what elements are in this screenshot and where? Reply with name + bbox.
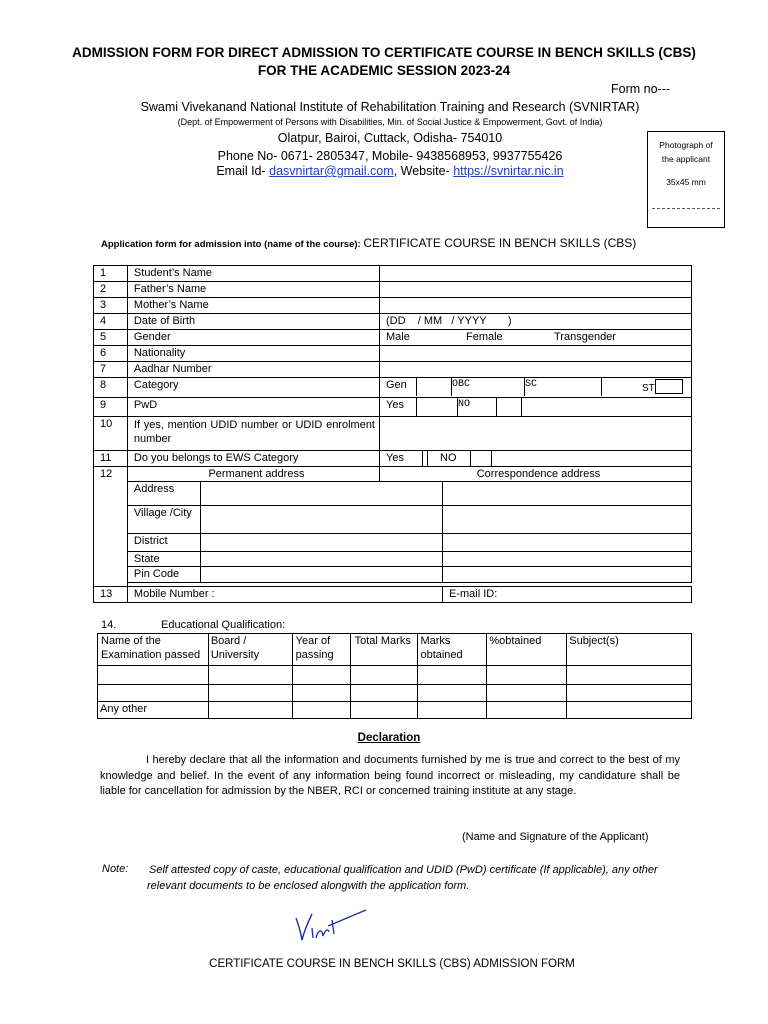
photo-label-line1: Photograph of bbox=[659, 140, 713, 150]
table-row bbox=[98, 702, 692, 719]
website-label: , Website- bbox=[393, 164, 454, 178]
gender-transgender-option[interactable]: Transgender bbox=[554, 331, 616, 343]
table-row bbox=[94, 330, 692, 346]
table-cell[interactable] bbox=[292, 702, 350, 719]
field-label: PwD bbox=[127, 398, 379, 417]
row-number: 11 bbox=[94, 451, 128, 467]
checkbox[interactable] bbox=[470, 451, 491, 466]
category-sc-option[interactable]: SC bbox=[524, 378, 601, 396]
table-row bbox=[94, 552, 692, 567]
table-cell[interactable] bbox=[208, 702, 292, 719]
photo-size: 35x45 mm bbox=[666, 177, 706, 187]
table-row bbox=[94, 451, 692, 467]
aadhar-input[interactable] bbox=[380, 362, 692, 378]
form-title-line2: FOR THE ACADEMIC SESSION 2023-24 bbox=[257, 63, 511, 78]
udid-input[interactable] bbox=[380, 417, 692, 451]
photo-cut-line bbox=[652, 208, 720, 209]
mother-name-input[interactable] bbox=[380, 298, 692, 314]
table-row bbox=[94, 567, 692, 583]
field-label: Pin Code bbox=[127, 567, 200, 583]
application-course-line bbox=[101, 234, 636, 252]
column-header: Board / University bbox=[208, 634, 292, 666]
table-row bbox=[94, 587, 692, 603]
field-label: Nationality bbox=[127, 346, 379, 362]
institute-phone: Phone No- 0671- 2805347, Mobile- 9438568953, 9937755426 bbox=[217, 149, 563, 163]
row-number: 12 bbox=[94, 467, 128, 587]
correspondence-state-input[interactable] bbox=[442, 552, 691, 567]
father-name-input[interactable] bbox=[380, 282, 692, 298]
note-text: Self attested copy of caste, educational qualification and UDID (PwD) certificate (If applicable), any other relevant documents to be enclosed alongwith the application form. bbox=[147, 864, 658, 892]
correspondence-address-input[interactable] bbox=[442, 482, 691, 506]
row-number: 2 bbox=[94, 282, 128, 298]
table-cell[interactable] bbox=[98, 685, 209, 702]
row-number: 3 bbox=[94, 298, 128, 314]
field-label: Address bbox=[127, 482, 200, 506]
gender-options[interactable] bbox=[380, 330, 692, 346]
table-cell[interactable] bbox=[98, 666, 209, 685]
column-header: %obtained bbox=[487, 634, 567, 666]
divider bbox=[521, 398, 523, 416]
institute-address: Olatpur, Bairoi, Cuttack, Odisha- 754010 bbox=[277, 131, 503, 145]
ews-no-option[interactable]: NO bbox=[440, 452, 457, 464]
signature-label: (Name and Signature of the Applicant) bbox=[462, 831, 649, 843]
checkbox[interactable] bbox=[655, 379, 683, 394]
column-header: Total Marks bbox=[350, 634, 418, 666]
table-cell[interactable] bbox=[567, 666, 692, 685]
institute-department: (Dept. of Empowerment of Persons with Disabilities, Min. of Social Justice & Empowerment, Govt. of India) bbox=[177, 117, 603, 127]
table-row bbox=[94, 282, 692, 298]
page-footer: CERTIFICATE COURSE IN BENCH SKILLS (CBS) ADMISSION FORM bbox=[209, 958, 575, 970]
table-row bbox=[94, 482, 692, 506]
table-row bbox=[94, 266, 692, 282]
table-cell[interactable] bbox=[418, 666, 487, 685]
table-cell[interactable] bbox=[418, 685, 487, 702]
row-number: 1 bbox=[94, 266, 128, 282]
form-number: Form no--- bbox=[611, 82, 671, 96]
field-label: Gender bbox=[127, 330, 379, 346]
table-row bbox=[94, 467, 692, 482]
field-label: Aadhar Number bbox=[127, 362, 379, 378]
institute-contact bbox=[100, 164, 680, 178]
column-header: Name of the Examination passed bbox=[98, 634, 209, 666]
table-cell[interactable] bbox=[292, 685, 350, 702]
correspondence-district-input[interactable] bbox=[442, 534, 691, 552]
edu-heading: Educational Qualification: bbox=[161, 619, 286, 631]
permanent-pin-input[interactable] bbox=[200, 567, 442, 583]
application-label: Application form for admission into (name of the course): bbox=[101, 239, 364, 250]
column-header: Year of passing bbox=[292, 634, 350, 666]
correspondence-address-header: Correspondence address bbox=[380, 467, 692, 482]
field-label: Mother’s Name bbox=[127, 298, 379, 314]
table-cell[interactable] bbox=[418, 702, 487, 719]
gender-female-option[interactable]: Female bbox=[466, 331, 503, 343]
category-obc-option[interactable]: OBC bbox=[451, 378, 524, 396]
table-cell[interactable] bbox=[292, 666, 350, 685]
table-cell[interactable] bbox=[567, 702, 692, 719]
edu-heading-number: 14. bbox=[101, 619, 117, 631]
institute-name: Swami Vivekanand National Institute of Rehabilitation Training and Research (SVNIRTAR) bbox=[140, 100, 640, 114]
note-label: Note: bbox=[102, 863, 129, 875]
signature-initial bbox=[292, 908, 370, 946]
permanent-state-input[interactable] bbox=[200, 552, 442, 567]
table-cell[interactable] bbox=[567, 685, 692, 702]
divider bbox=[491, 451, 493, 466]
correspondence-pin-input[interactable] bbox=[442, 567, 691, 583]
field-label: Village /City bbox=[127, 506, 200, 534]
table-cell[interactable] bbox=[208, 685, 292, 702]
column-header: Marks obtained bbox=[418, 634, 487, 666]
table-row bbox=[94, 378, 692, 398]
table-cell[interactable] bbox=[487, 685, 567, 702]
applicant-details-table bbox=[93, 265, 692, 603]
course-name: CERTIFICATE COURSE IN BENCH SKILLS (CBS) bbox=[363, 236, 637, 250]
permanent-address-header: Permanent address bbox=[127, 467, 379, 482]
table-row bbox=[94, 346, 692, 362]
checkbox[interactable] bbox=[601, 378, 642, 396]
form-title-line1: ADMISSION FORM FOR DIRECT ADMISSION TO CERTIFICATE COURSE IN BENCH SKILLS (CBS) bbox=[72, 45, 696, 60]
checkbox[interactable] bbox=[416, 398, 457, 416]
row-number: 4 bbox=[94, 314, 128, 330]
email-link[interactable]: dasvnirtar@gmail.com bbox=[269, 164, 394, 178]
category-st-option[interactable]: ST bbox=[642, 383, 655, 394]
table-cell[interactable] bbox=[487, 702, 567, 719]
table-row bbox=[98, 666, 692, 685]
table-cell[interactable] bbox=[208, 666, 292, 685]
education-table bbox=[97, 633, 692, 719]
category-options[interactable] bbox=[380, 378, 692, 398]
field-label: State bbox=[127, 552, 200, 567]
row-number: 10 bbox=[94, 417, 128, 451]
student-name-input[interactable] bbox=[380, 266, 692, 282]
photo-box[interactable] bbox=[647, 131, 725, 228]
table-row bbox=[94, 314, 692, 330]
table-row bbox=[98, 685, 692, 702]
date-of-birth-input[interactable]: (DD / MM / YYYY ) bbox=[380, 314, 692, 330]
mobile-number-field[interactable]: Mobile Number : bbox=[127, 587, 442, 603]
photo-label-line2: the applicant bbox=[661, 154, 711, 164]
column-header: Subject(s) bbox=[567, 634, 692, 666]
table-row bbox=[94, 362, 692, 378]
any-other-label: Any other bbox=[98, 702, 209, 719]
declaration-text: I hereby declare that all the information and documents furnished by me is true and correct to the best of my knowledge and belief. In the event of any information being found incorrect or misleading, my candidature shall be liable for cancellation for admission by the NBER, RCI or concerned training institute at any stage. bbox=[100, 754, 680, 797]
checkbox[interactable] bbox=[427, 451, 440, 466]
ews-yes-option[interactable]: Yes bbox=[386, 452, 404, 464]
table-row bbox=[94, 398, 692, 417]
checkbox[interactable] bbox=[496, 398, 521, 416]
table-row bbox=[94, 534, 692, 552]
declaration-title: Declaration bbox=[357, 732, 421, 744]
table-row bbox=[94, 417, 692, 451]
pwd-options[interactable] bbox=[380, 398, 692, 417]
table-cell[interactable] bbox=[350, 702, 418, 719]
field-label: Student’s Name bbox=[127, 266, 379, 282]
permanent-city-input[interactable] bbox=[200, 506, 442, 534]
field-label: District bbox=[127, 534, 200, 552]
checkbox[interactable] bbox=[416, 378, 451, 396]
table-cell[interactable] bbox=[350, 666, 418, 685]
correspondence-city-input[interactable] bbox=[442, 506, 691, 534]
field-label: Date of Birth bbox=[127, 314, 379, 330]
email-label: Email Id- bbox=[216, 164, 270, 178]
row-number: 9 bbox=[94, 398, 128, 417]
field-label: Father’s Name bbox=[127, 282, 379, 298]
permanent-address-input[interactable] bbox=[200, 482, 442, 506]
row-number: 13 bbox=[94, 587, 128, 603]
table-cell[interactable] bbox=[350, 685, 418, 702]
row-number: 6 bbox=[94, 346, 128, 362]
ews-options[interactable] bbox=[380, 451, 692, 467]
row-number: 8 bbox=[94, 378, 128, 398]
field-label: Do you belongs to EWS Category bbox=[127, 451, 379, 467]
gender-male-option[interactable]: Male bbox=[386, 331, 410, 343]
row-number: 7 bbox=[94, 362, 128, 378]
email-id-field[interactable]: E-mail ID: bbox=[442, 587, 691, 603]
pwd-yes-option[interactable]: Yes bbox=[386, 399, 404, 411]
website-link[interactable]: https://svnirtar.nic.in bbox=[453, 164, 564, 178]
field-label: If yes, mention UDID number or UDID enrolment number bbox=[127, 417, 379, 451]
row-number: 5 bbox=[94, 330, 128, 346]
permanent-district-input[interactable] bbox=[200, 534, 442, 552]
field-label: Category bbox=[127, 378, 379, 398]
nationality-input[interactable] bbox=[380, 346, 692, 362]
table-row bbox=[94, 298, 692, 314]
category-gen-option[interactable]: Gen bbox=[386, 379, 407, 391]
table-header-row bbox=[98, 634, 692, 666]
table-row bbox=[94, 506, 692, 534]
table-cell[interactable] bbox=[487, 666, 567, 685]
pwd-no-option[interactable]: NO bbox=[457, 398, 496, 416]
